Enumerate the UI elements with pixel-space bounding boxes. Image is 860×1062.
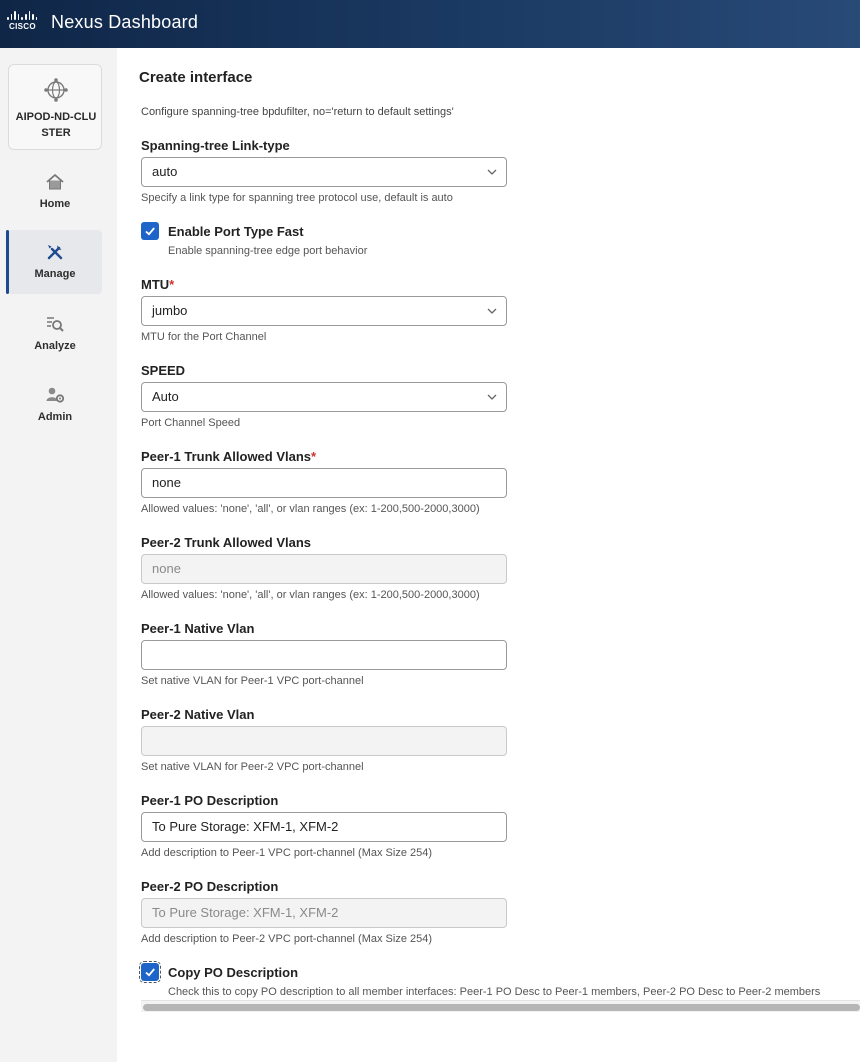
copy-po-desc-label: Copy PO Description [168,964,299,980]
analyze-search-icon [45,314,65,334]
link-type-select[interactable] [141,157,507,187]
peer1-po-desc-label: Peer-1 PO Description [141,793,279,808]
peer2-po-desc-help: Add description to Peer-2 VPC port-channel (Max Size 254) [141,933,433,945]
home-icon [45,172,65,192]
chevron-down-icon [487,306,497,316]
chevron-down-icon [487,392,497,402]
mtu-select[interactable] [141,296,507,326]
peer1-native-input[interactable] [141,640,507,670]
cluster-name: AIPOD-ND-CLUSTER [15,111,97,139]
mtu-help: MTU for the Port Channel [141,331,267,343]
sidebar-item-label: Home [39,198,71,210]
bpdufilter-description: Configure spanning-tree bpdufilter, no='return to default settings' [141,106,454,118]
peer1-po-desc-help: Add description to Peer-1 VPC port-channel (Max Size 254) [141,847,433,859]
peer1-vlans-help: Allowed values: 'none', 'all', or vlan ranges (ex: 1-200,500-2000,3000) [141,503,480,515]
mtu-value: jumbo [152,303,188,318]
peer2-vlans-value: none [152,561,181,576]
peer2-po-desc-value: To Pure Storage: XFM-1, XFM-2 [152,905,339,920]
port-type-fast-row [141,222,304,240]
app-title: Nexus Dashboard [51,12,199,32]
peer1-native-label: Peer-1 Native Vlan [141,621,255,636]
copy-po-desc-row [141,963,298,981]
create-interface-panel [117,48,860,1062]
page-title: Create interface [139,69,253,86]
link-type-help: Specify a link type for spanning tree protocol use, default is auto [141,192,453,204]
port-type-fast-label: Enable Port Type Fast [168,223,304,239]
top-navigation-bar [0,0,860,48]
sidebar-item-home[interactable] [8,160,102,224]
peer2-vlans-label: Peer-2 Trunk Allowed Vlans [141,535,312,550]
horizontal-scrollbar[interactable] [141,1000,860,1012]
logo-text: CISCO [9,22,36,31]
checkmark-icon [144,966,156,978]
peer1-vlans-value: none [152,475,181,490]
speed-value: Auto [152,389,179,404]
cluster-globe-icon [43,77,69,103]
peer2-vlans-help: Allowed values: 'none', 'all', or vlan ranges (ex: 1-200,500-2000,3000) [141,589,480,601]
scrollbar-thumb[interactable] [143,1004,860,1011]
mtu-label: MTU* [141,277,175,292]
peer1-po-desc-input[interactable] [141,812,507,842]
sidebar-item-analyze[interactable] [8,302,102,366]
wrench-screwdriver-icon [45,242,65,262]
peer1-po-desc-value: To Pure Storage: XFM-1, XFM-2 [152,819,339,834]
peer1-vlans-input[interactable] [141,468,507,498]
required-marker: * [311,449,317,464]
peer2-native-label: Peer-2 Native Vlan [141,707,255,722]
cisco-logo [6,11,44,33]
sidebar [0,48,117,1062]
chevron-down-icon [487,167,497,177]
admin-user-gear-icon [45,385,65,405]
peer2-native-help: Set native VLAN for Peer-2 VPC port-channel [141,761,364,773]
sidebar-item-manage[interactable] [8,230,102,294]
link-type-label: Spanning-tree Link-type [141,138,290,153]
peer1-vlans-label: Peer-1 Trunk Allowed Vlans* [141,449,317,464]
cluster-selector[interactable] [8,64,102,150]
speed-label: SPEED [141,363,186,378]
sidebar-item-label: Analyze [34,340,76,352]
required-marker: * [169,277,175,292]
peer1-native-help: Set native VLAN for Peer-1 VPC port-channel [141,675,364,687]
peer2-vlans-input [141,554,507,584]
port-type-fast-help: Enable spanning-tree edge port behavior [168,245,368,257]
sidebar-item-admin[interactable] [8,373,102,437]
link-type-value: auto [152,164,178,179]
peer2-native-input [141,726,507,756]
port-type-fast-checkbox[interactable] [141,222,159,240]
checkmark-icon [144,225,156,237]
sidebar-item-label: Manage [34,268,76,280]
speed-select[interactable] [141,382,507,412]
copy-po-desc-help: Check this to copy PO description to all member interfaces: Peer-1 PO Desc to Peer-1 members, Peer-2 PO Desc to Peer-2 members [168,986,821,998]
sidebar-item-label: Admin [37,411,73,423]
speed-help: Port Channel Speed [141,417,241,429]
peer2-po-desc-input [141,898,507,928]
copy-po-desc-checkbox[interactable] [141,963,159,981]
peer2-po-desc-label: Peer-2 PO Description [141,879,279,894]
